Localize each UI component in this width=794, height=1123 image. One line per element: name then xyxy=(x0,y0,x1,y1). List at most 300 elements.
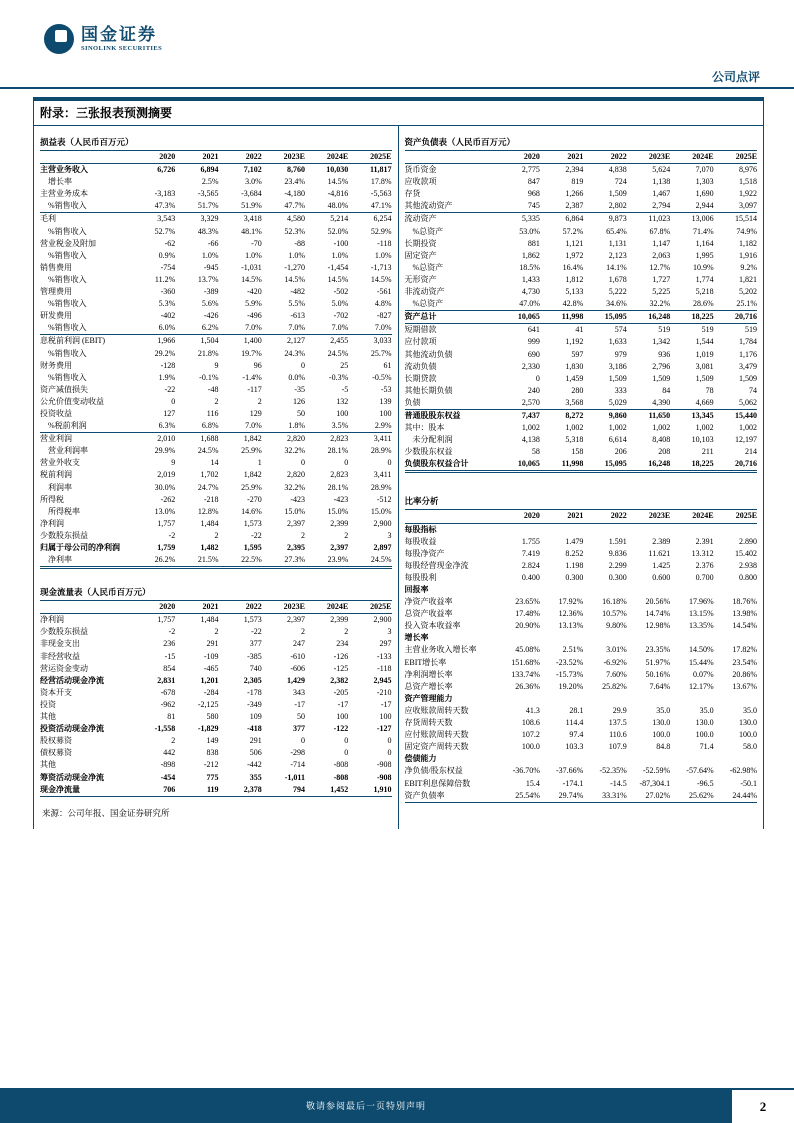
cell-value: 1,509 xyxy=(739,373,758,383)
cell-value: 1.0% xyxy=(288,250,305,260)
cell-value: 12.98% xyxy=(645,621,671,631)
row-label: 回报率 xyxy=(404,585,429,594)
source-note: 来源：公司年报、国金证券研究所 xyxy=(42,807,170,818)
cell-value: 280 xyxy=(571,385,584,395)
cell-value: 100 xyxy=(379,408,392,418)
cell-value: 2.824 xyxy=(521,560,540,570)
cell-value: 32.2% xyxy=(284,482,305,492)
cell-value: 2,945 xyxy=(373,675,392,685)
row-label xyxy=(405,151,497,163)
row-label: 未分配利润 xyxy=(412,435,453,445)
cell-value: 1,002 xyxy=(521,423,540,433)
cell-value: 28.6% xyxy=(692,299,714,309)
table-row xyxy=(405,572,758,584)
cell-value: 2.938 xyxy=(739,560,758,570)
table-row xyxy=(40,651,392,663)
table-row xyxy=(405,717,758,729)
table-group xyxy=(40,213,392,335)
cell-value: 13,006 xyxy=(691,214,714,224)
cell-value: 1,400 xyxy=(243,336,262,346)
cell-value: -57.64% xyxy=(686,766,714,776)
cell-value: -454 xyxy=(160,772,176,782)
table-row xyxy=(405,373,758,385)
cell-value: 3 xyxy=(387,627,392,637)
cell-value: 854 xyxy=(163,663,176,673)
cell-value: 18,225 xyxy=(691,459,714,469)
cell-value: 28.9% xyxy=(370,482,392,492)
table-row xyxy=(405,765,758,777)
cell-value: 29.9 xyxy=(612,705,627,715)
cell-value: -678 xyxy=(160,687,176,697)
cell-value: 1,121 xyxy=(565,238,584,248)
cell-value: 1,509 xyxy=(608,373,627,383)
cell-value: 5,335 xyxy=(521,214,540,224)
cell-value: 51.7% xyxy=(197,201,219,211)
row-label: 存货 xyxy=(404,189,421,199)
cell-value: 11,817 xyxy=(369,165,392,175)
cell-value: 23.35% xyxy=(645,645,671,655)
cell-value: 84.8 xyxy=(656,742,671,752)
cell-value: 690 xyxy=(527,349,540,359)
cell-value: 137.5 xyxy=(608,718,627,728)
cell-value: 819 xyxy=(571,177,584,187)
table-row xyxy=(40,396,392,408)
cell-value: 9,860 xyxy=(608,410,627,420)
row-label: 少数股东损益 xyxy=(40,530,88,540)
cell-value: 2,397 xyxy=(287,518,305,528)
row-label: %销售收入 xyxy=(48,323,87,333)
cell-value: 4,138 xyxy=(521,435,540,445)
cell-value: -133 xyxy=(376,651,392,661)
table-row xyxy=(40,723,392,735)
cell-value: 5.9% xyxy=(245,299,262,309)
cell-value: 17.48% xyxy=(515,609,540,619)
cell-value: -0.5% xyxy=(372,372,392,382)
cell-value: 13.0% xyxy=(154,506,176,516)
cell-value: 0 xyxy=(387,458,392,468)
table-row xyxy=(40,298,392,310)
row-label: 资产管理能力 xyxy=(404,693,453,703)
row-label: 存货周转天数 xyxy=(404,718,453,728)
balance-sheet-title: 资产负债表（人民币百万元） xyxy=(405,134,758,151)
cell-value: 1,862 xyxy=(521,250,540,260)
row-label: 流动负债 xyxy=(404,361,437,371)
row-label: 净利润增长率 xyxy=(404,669,453,679)
cell-value: 4,730 xyxy=(521,287,540,297)
row-label: 主营业务收入 xyxy=(40,165,88,175)
cell-value: -17 xyxy=(380,699,392,709)
row-label: 其他长期负债 xyxy=(404,385,453,395)
cell-value: 25 xyxy=(340,360,349,370)
cell-value: 5.0% xyxy=(331,299,349,309)
table-group xyxy=(405,213,758,311)
cell-value: 35.0 xyxy=(656,705,671,715)
cell-value: 23.9% xyxy=(327,555,349,565)
cell-value: 724 xyxy=(614,177,627,187)
cell-value: 7,437 xyxy=(521,410,540,420)
row-label: 固定资产 xyxy=(404,250,437,260)
table-row xyxy=(405,560,758,572)
row-label: 其他流动资产 xyxy=(404,201,453,211)
cell-value: 57.2% xyxy=(562,226,584,236)
cell-value: -962 xyxy=(160,699,176,709)
cell-value: 0.9% xyxy=(158,250,176,260)
cell-value: 19.7% xyxy=(241,348,262,358)
cell-value: 442 xyxy=(163,748,176,758)
cell-value: 10,065 xyxy=(517,459,540,469)
cell-value: 100 xyxy=(336,408,349,418)
table-row xyxy=(40,494,392,506)
cell-value: 1 xyxy=(257,458,262,468)
cell-value: 2024E xyxy=(692,152,714,161)
table-row xyxy=(40,469,392,481)
cell-value: -118 xyxy=(377,663,392,673)
cell-value: 2,831 xyxy=(157,675,176,685)
row-label: 总资产收益率 xyxy=(404,609,453,619)
cell-value: 100.0 xyxy=(521,742,540,752)
cell-value: 15,095 xyxy=(604,312,627,322)
row-label: 短期借款 xyxy=(404,325,437,335)
cell-value: 1,482 xyxy=(200,543,219,552)
cell-value: 32.2% xyxy=(284,446,305,456)
cell-value: -898 xyxy=(160,760,176,770)
cell-value: 15.0% xyxy=(370,506,392,516)
cell-value: 240 xyxy=(527,385,540,395)
cell-value: -127 xyxy=(376,724,392,734)
table-row xyxy=(40,348,392,360)
cell-value: 745 xyxy=(527,201,540,211)
cell-value: 12,197 xyxy=(735,435,758,445)
cell-value: -423 xyxy=(290,494,305,504)
table-row xyxy=(40,735,392,747)
cell-value: 2.890 xyxy=(739,536,758,546)
cell-value: 6.0% xyxy=(158,323,176,333)
cell-value: 51.9% xyxy=(241,201,262,211)
cell-value: 13.312 xyxy=(691,548,714,558)
cell-value: 14.5% xyxy=(370,274,392,284)
cell-value: 5,133 xyxy=(565,287,584,297)
cell-value: 3 xyxy=(387,530,392,540)
sinolink-logo-icon xyxy=(44,24,74,54)
cell-value: 41 xyxy=(575,325,584,335)
cell-value: 26.36% xyxy=(515,681,540,691)
cell-value: 2,820 xyxy=(287,470,305,480)
cell-value: 2 xyxy=(344,627,349,637)
row-label: 每股指标 xyxy=(404,524,437,534)
row-label: 营业利润率 xyxy=(48,446,88,456)
cell-value: 2,455 xyxy=(330,336,349,346)
cell-value: -15.73% xyxy=(556,669,584,679)
cell-value: 2,944 xyxy=(695,201,714,211)
cell-value: 4,838 xyxy=(608,165,627,175)
table-group xyxy=(40,614,392,796)
table-row xyxy=(405,250,758,262)
cell-value: 6,254 xyxy=(373,214,392,224)
income-statement-table xyxy=(40,134,392,569)
cell-value: 24.3% xyxy=(284,348,305,358)
cell-value: 2022 xyxy=(245,152,262,161)
cell-value: -17 xyxy=(337,699,349,709)
cell-value: -808 xyxy=(333,772,349,782)
cell-value: 11,998 xyxy=(561,459,584,469)
cell-value: 47.7% xyxy=(284,201,305,211)
cell-value: 78 xyxy=(705,385,714,395)
cell-value: -205 xyxy=(333,687,349,697)
row-label: 总资产增长率 xyxy=(404,681,453,691)
cell-value: 2,127 xyxy=(287,336,305,346)
row-label: 净资产收益率 xyxy=(404,597,453,607)
cell-value: 519 xyxy=(658,325,671,335)
table-row xyxy=(405,608,758,620)
cell-value: 775 xyxy=(206,772,219,782)
table-row xyxy=(405,324,758,336)
cell-value: 11,650 xyxy=(648,410,671,420)
right-column xyxy=(399,126,764,813)
cell-value: 7.0% xyxy=(374,323,392,333)
row-label: 其他流动负债 xyxy=(404,349,453,359)
table-row xyxy=(40,518,392,530)
page-header xyxy=(44,24,162,54)
table-row xyxy=(40,322,392,334)
row-label: 投入资本收益率 xyxy=(404,621,461,631)
cell-value: 48.1% xyxy=(241,226,262,236)
cell-value: 4,669 xyxy=(695,397,714,407)
cell-value: 2 xyxy=(214,530,219,540)
cell-value: 291 xyxy=(206,639,219,649)
row-label: 增长率 xyxy=(48,177,72,187)
cell-value: -512 xyxy=(376,494,392,504)
table-row xyxy=(40,238,392,250)
cell-value: 3,186 xyxy=(608,361,627,371)
table-row xyxy=(405,705,758,717)
cell-value: 291 xyxy=(249,736,262,746)
cell-value: -23.52% xyxy=(556,657,584,667)
cell-value: 50 xyxy=(297,408,305,418)
cell-value: -212 xyxy=(203,760,219,770)
cell-value: 1,784 xyxy=(739,337,758,347)
table-row xyxy=(40,384,392,396)
cell-value: 74 xyxy=(749,385,758,395)
cell-value: 11,023 xyxy=(648,214,671,224)
cell-value: 15.4 xyxy=(525,778,540,788)
table-row xyxy=(40,262,392,274)
cell-value: -62.98% xyxy=(729,766,758,776)
cell-value: 2024E xyxy=(326,602,349,612)
cell-value: 1,002 xyxy=(652,423,671,433)
cell-value: 17.82% xyxy=(732,645,758,655)
cell-value: 1,002 xyxy=(565,423,584,433)
table-row xyxy=(40,176,392,188)
cell-value: 19.20% xyxy=(558,681,584,691)
cell-value: 67.8% xyxy=(649,226,671,236)
cell-value: -15 xyxy=(164,651,176,661)
table-row xyxy=(405,188,758,200)
cell-value: 3,568 xyxy=(565,397,584,407)
cell-value: 108.6 xyxy=(521,718,540,728)
cell-value: -22 xyxy=(251,530,262,540)
cell-value: 2025E xyxy=(735,511,758,521)
table-row xyxy=(405,311,758,323)
cell-value: 23.65% xyxy=(515,597,540,607)
cell-value: 2,378 xyxy=(243,784,262,794)
cell-value: 2 xyxy=(214,627,219,637)
cell-value: 0 xyxy=(344,736,349,746)
table-row xyxy=(40,663,392,675)
cell-value: 2,796 xyxy=(652,361,671,371)
table-row xyxy=(40,213,392,225)
cell-value: 25.62% xyxy=(688,790,714,800)
cell-value: 1,821 xyxy=(739,274,758,284)
cell-value: 29.2% xyxy=(154,348,176,358)
table-row xyxy=(40,772,392,784)
row-label: EBIT增长率 xyxy=(404,657,447,667)
cell-value: -1,270 xyxy=(284,262,305,272)
cell-value: -50.1 xyxy=(740,778,758,788)
cell-value: 5,624 xyxy=(652,165,671,175)
table-row xyxy=(405,336,758,348)
cell-value: 16.4% xyxy=(562,262,584,272)
cell-value: 25.54% xyxy=(515,790,540,800)
cell-value: 103.3 xyxy=(565,742,584,752)
cell-value: 597 xyxy=(571,349,584,359)
cell-value: 2,802 xyxy=(608,201,627,211)
cell-value: 10.57% xyxy=(602,609,627,619)
cell-value: 2,382 xyxy=(330,675,349,685)
cell-value: 2022 xyxy=(610,511,627,521)
cell-value: 14.74% xyxy=(645,609,671,619)
cell-value: 20,716 xyxy=(735,312,758,322)
cell-value: 377 xyxy=(249,639,262,649)
cell-value: 15.44% xyxy=(688,657,714,667)
cell-value: -465 xyxy=(203,663,219,673)
cell-value: 28.1% xyxy=(327,446,349,456)
cell-value: 2.391 xyxy=(695,536,714,546)
cell-value: 45.08% xyxy=(515,645,540,655)
cell-value: 58.0 xyxy=(743,742,758,752)
cell-value: 1,922 xyxy=(739,189,758,199)
cell-value: 3.01% xyxy=(606,645,627,655)
cell-value: 7,102 xyxy=(243,165,262,175)
cell-value: -1,713 xyxy=(370,262,392,272)
cell-value: -3,684 xyxy=(241,189,262,199)
table-row xyxy=(405,548,758,560)
cell-value: 1,131 xyxy=(608,238,627,248)
cell-value: 377 xyxy=(293,724,305,734)
row-label: 应付账款周转天数 xyxy=(404,730,469,740)
cell-value: 0 xyxy=(535,373,540,383)
table-row xyxy=(405,434,758,446)
cell-value: 8,272 xyxy=(565,410,584,420)
cell-value: 9.2% xyxy=(740,262,758,272)
cell-value: -178 xyxy=(247,687,262,697)
ratio-analysis-table xyxy=(405,493,758,802)
cell-value: 107.2 xyxy=(521,730,540,740)
cell-value: 2,019 xyxy=(157,470,176,480)
cell-value: 5.5% xyxy=(288,299,305,309)
footer-disclaimer: 敬请参阅最后一页特别声明 xyxy=(305,1101,426,1111)
cell-value: -0.1% xyxy=(199,372,219,382)
cell-value: 1,509 xyxy=(652,373,671,383)
cell-value: 1,995 xyxy=(695,250,714,260)
table-row xyxy=(40,759,392,771)
cell-value: -218 xyxy=(203,494,219,504)
cell-value: 1.8% xyxy=(288,421,305,431)
cell-value: -3,183 xyxy=(154,189,176,199)
cell-value: 29.74% xyxy=(558,790,584,800)
cell-value: 27.3% xyxy=(284,555,305,565)
cell-value: 2,305 xyxy=(243,675,262,685)
cell-value: -426 xyxy=(203,311,219,321)
cell-value: 13.7% xyxy=(197,274,219,284)
cell-value: 2 xyxy=(301,627,305,637)
cell-value: 16,248 xyxy=(648,459,671,469)
cell-value: 109 xyxy=(249,712,262,722)
cell-value: 28.1 xyxy=(569,705,584,715)
cell-value: 48.0% xyxy=(327,201,349,211)
table-row xyxy=(40,687,392,699)
cell-value: 14.54% xyxy=(732,621,758,631)
cell-value: 100 xyxy=(379,712,392,722)
cell-value: 1,757 xyxy=(157,518,176,528)
row-label: 净利率 xyxy=(48,555,72,565)
cell-value: 3,418 xyxy=(243,214,262,224)
cell-value: 151.68% xyxy=(511,657,540,667)
cell-value: 20.86% xyxy=(732,669,758,679)
cell-value: 18,225 xyxy=(691,312,714,322)
cell-value: -702 xyxy=(333,311,349,321)
cell-value: 47.3% xyxy=(154,201,176,211)
cell-value: 1,429 xyxy=(287,675,305,685)
table-row xyxy=(405,729,758,741)
row-label: 主营业务收入增长率 xyxy=(404,645,477,655)
row-label: 其他 xyxy=(40,760,56,770)
cell-value: -298 xyxy=(290,748,305,758)
cell-value: 1,518 xyxy=(739,177,758,187)
cell-value: 24.44% xyxy=(732,790,758,800)
cell-value: -14.5 xyxy=(610,778,627,788)
cell-value: 2 xyxy=(257,396,262,406)
cell-value: 24.7% xyxy=(197,482,219,492)
cell-value: -1,454 xyxy=(327,262,349,272)
cell-value: 2024E xyxy=(326,152,349,161)
cell-value: 51.97% xyxy=(645,657,671,667)
cell-value: -0.3% xyxy=(328,372,349,382)
doc-type-label: 公司点评 xyxy=(711,70,760,84)
cell-value: 20.56% xyxy=(645,597,671,607)
row-label xyxy=(405,510,497,522)
cell-value: 2,399 xyxy=(330,615,349,625)
table-row xyxy=(40,274,392,286)
cell-value: 35.0 xyxy=(743,705,758,715)
row-label: 无形资产 xyxy=(404,274,437,284)
cell-value: 1.0% xyxy=(374,250,392,260)
cell-value: 100.0 xyxy=(739,730,758,740)
cell-value: 1,019 xyxy=(695,349,714,359)
cell-value: 1,573 xyxy=(243,518,262,528)
cell-value: 5,225 xyxy=(652,287,671,297)
cell-value: -606 xyxy=(290,663,305,673)
cell-value: 2023E xyxy=(283,602,305,612)
cell-value: 7.0% xyxy=(245,421,262,431)
cell-value: 47.0% xyxy=(519,299,540,309)
cell-value: 706 xyxy=(163,784,176,794)
cell-value: 1,138 xyxy=(652,177,671,187)
row-label: 每股收益 xyxy=(404,536,437,546)
cell-value: 6.3% xyxy=(158,421,176,431)
cell-value: 574 xyxy=(614,325,627,335)
cell-value: 13.98% xyxy=(732,609,758,619)
table-row xyxy=(40,188,392,200)
